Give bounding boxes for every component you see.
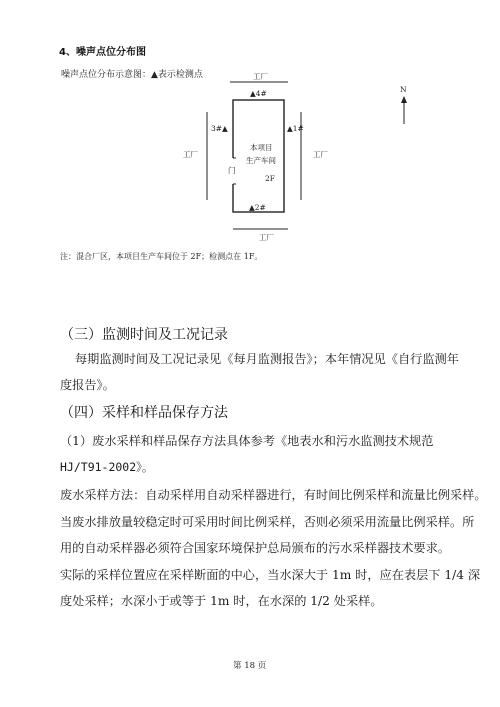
factory-label-bottom: 工厂 xyxy=(259,233,274,242)
noise-point-1: ▲1# xyxy=(287,124,304,133)
north-label: N xyxy=(400,85,407,94)
figure-caption: 噪声点位分布示意图：▲表示检测点 xyxy=(61,70,203,80)
noise-point-4: ▲4# xyxy=(250,89,267,98)
section4-method-line1: 废水采样方法：自动采样用自动采样器进行，有时间比例采样和流量比例采样。 xyxy=(60,488,487,502)
noise-point-2: ▲2# xyxy=(249,203,266,212)
factory-label-top: 工厂 xyxy=(253,72,268,81)
north-arrow-head xyxy=(401,96,407,103)
noise-point-3: 3#▲ xyxy=(211,124,228,133)
section4-method-line3: 用的自动采样器必须符合国家环境保护总局颁布的污水采样器技术要求。 xyxy=(60,541,450,555)
figure-heading: 4、噪声点位分布图 xyxy=(59,47,146,58)
section4-title: （四）采样和样品保存方法 xyxy=(60,405,228,421)
door-symbol: 门 xyxy=(228,166,236,175)
factory-label-right: 工厂 xyxy=(313,150,328,159)
section4-item1-line2: HJ/T91-2002》。 xyxy=(60,460,154,474)
building-label-line1: 本项目 xyxy=(250,143,273,152)
figure-note: 注：混合厂区，本项目生产车间位于 2F；检测点在 1F。 xyxy=(60,252,263,261)
section3-title: （三）监测时间及工况记录 xyxy=(60,327,228,343)
section3-para-line2: 度报告》。 xyxy=(60,378,115,392)
section4-position-line2: 度处采样；水深小于或等于 1m 时，在水深的 1/2 处采样。 xyxy=(60,594,383,608)
section3-para-line1: 每期监测时间及工况记录见《每月监测报告》；本年情况见《自行监测年 xyxy=(75,352,459,366)
factory-label-left: 工厂 xyxy=(183,150,198,159)
page-number: 第 18 页 xyxy=(233,661,267,671)
section4-method-line2: 当废水排放量较稳定时可采用时间比例采样，否则必须采用流量比例采样。所 xyxy=(60,515,475,529)
section4-position-line1: 实际的采样位置应在采样断面的中心，当水深大于 1m 时，应在表层下 1/4 深 xyxy=(60,568,481,582)
section4-item1-line1: （1）废水采样和样品保存方法具体参考《地表水和污水监测技术规范 xyxy=(60,434,434,448)
floor-label: 2F xyxy=(265,174,275,183)
building-label-line2: 生产车间 xyxy=(246,156,276,165)
